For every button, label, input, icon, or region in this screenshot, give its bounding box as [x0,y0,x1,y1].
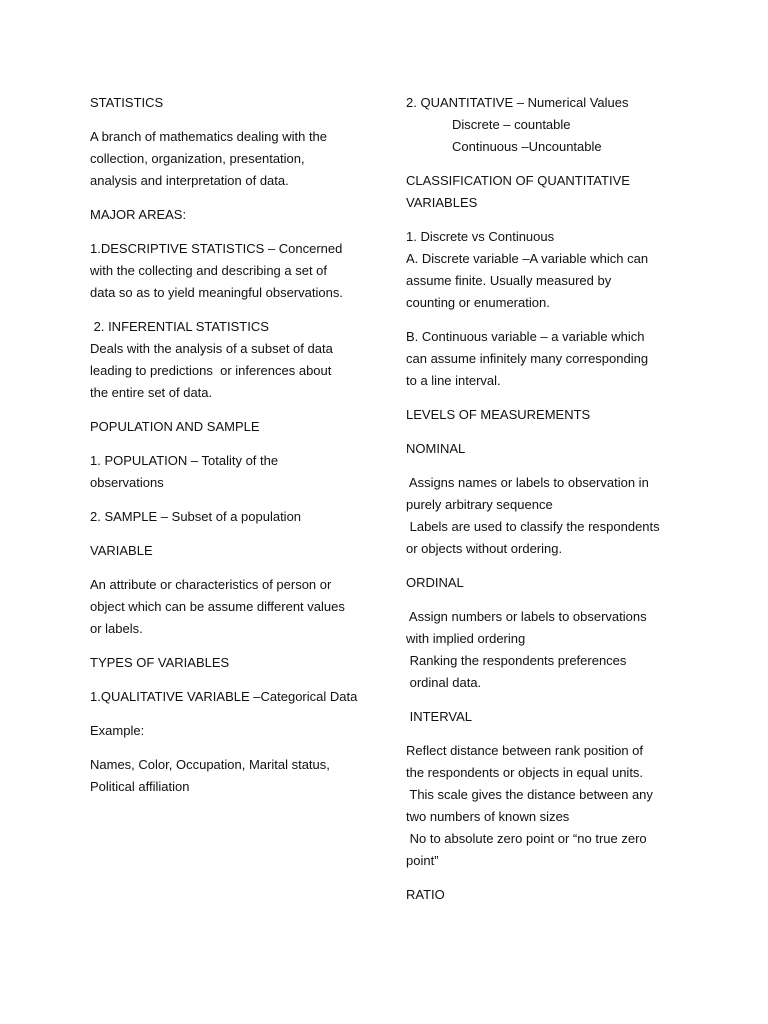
text-line: An attribute or characteristics of person or [90,577,332,592]
text-line: 2. INFERENTIAL STATISTICS [90,319,269,334]
text-line: data so as to yield meaningful observations. [90,285,343,300]
text-line: object which can be assume different values [90,599,345,614]
continuous-variable-paragraph [406,326,706,392]
text-line: 1. Discrete vs Continuous [406,229,555,244]
left-column [90,92,390,798]
levels-heading [406,404,706,426]
example-label [90,720,390,742]
qualitative-variable-paragraph [90,686,390,708]
statistics-heading [90,92,390,114]
heading-text: VARIABLE [90,543,153,558]
text-line: Assign numbers or labels to observations [406,609,647,624]
nominal-heading [406,438,706,460]
text-line: 1.QUALITATIVE VARIABLE –Categorical Data [90,689,358,704]
heading-text: POPULATION AND SAMPLE [90,419,260,434]
text-line: collection, organization, presentation, [90,151,305,166]
quantitative-paragraph [406,92,706,158]
examples-paragraph [90,754,390,798]
text-line: the entire set of data. [90,385,213,400]
text-line: purely arbitrary sequence [406,497,553,512]
text-line: No to absolute zero point or “no true zero [406,831,647,846]
ratio-heading [406,884,706,906]
text-line: Ranking the respondents preferences [406,653,627,668]
ordinal-heading [406,572,706,594]
interval-heading [406,706,706,728]
text-line: 2. QUANTITATIVE – Numerical Values [406,95,629,110]
text-line: Example: [90,723,145,738]
text-line: Assigns names or labels to observation in [406,475,649,490]
right-column [406,92,706,906]
text-line: 2. SAMPLE – Subset of a population [90,509,302,524]
major-areas-heading [90,204,390,226]
text-line: Political affiliation [90,779,190,794]
text-line: to a line interval. [406,373,501,388]
ordinal-paragraph [406,606,706,694]
text-line: A. Discrete variable –A variable which can [406,251,649,266]
nominal-paragraph [406,472,706,560]
population-paragraph [90,450,390,494]
text-line: 1.DESCRIPTIVE STATISTICS – Concerned [90,241,343,256]
types-of-variables-heading [90,652,390,674]
text-line: Discrete – countable [452,117,571,132]
heading-text: MAJOR AREAS: [90,207,187,222]
text-line: A branch of mathematics dealing with the [90,129,328,144]
text-line: This scale gives the distance between any [406,787,653,802]
text-line: can assume infinitely many corresponding [406,351,649,366]
text-line: 1. POPULATION – Totality of the [90,453,279,468]
text-line: analysis and interpretation of data. [90,173,289,188]
variable-heading [90,540,390,562]
text-line: ordinal data. [406,675,482,690]
text-line: Names, Color, Occupation, Marital status, [90,757,330,772]
descriptive-statistics-paragraph [90,238,390,304]
inferential-statistics-paragraph [90,316,390,404]
heading-text: VARIABLES [406,195,478,210]
text-line: with implied ordering [406,631,526,646]
text-line: observations [90,475,164,490]
statistics-definition [90,126,390,192]
variable-definition [90,574,390,640]
text-line: Labels are used to classify the respondents [406,519,660,534]
discrete-vs-continuous-paragraph [406,226,706,314]
text-line: or objects without ordering. [406,541,563,556]
text-line: Deals with the analysis of a subset of data [90,341,333,356]
text-line: counting or enumeration. [406,295,550,310]
text-line: point” [406,853,439,868]
heading-text: NOMINAL [406,441,466,456]
heading-text: ORDINAL [406,575,464,590]
text-line: the respondents or objects in equal units. [406,765,644,780]
heading-text: RATIO [406,887,445,902]
heading-text: CLASSIFICATION OF QUANTITATIVE [406,173,630,188]
heading-text: INTERVAL [406,709,472,724]
heading-text: TYPES OF VARIABLES [90,655,230,670]
text-line: or labels. [90,621,143,636]
text-line: with the collecting and describing a set of [90,263,328,278]
text-line: B. Continuous variable – a variable which [406,329,645,344]
heading-text: LEVELS OF MEASUREMENTS [406,407,591,422]
classification-heading [406,170,706,214]
text-line: leading to predictions or inferences about [90,363,332,378]
interval-paragraph [406,740,706,872]
population-sample-heading [90,416,390,438]
sample-paragraph [90,506,390,528]
heading-text: STATISTICS [90,95,164,110]
text-line: assume finite. Usually measured by [406,273,612,288]
text-line: Continuous –Uncountable [452,139,602,154]
text-line: two numbers of known sizes [406,809,570,824]
text-line: Reflect distance between rank position of [406,743,644,758]
